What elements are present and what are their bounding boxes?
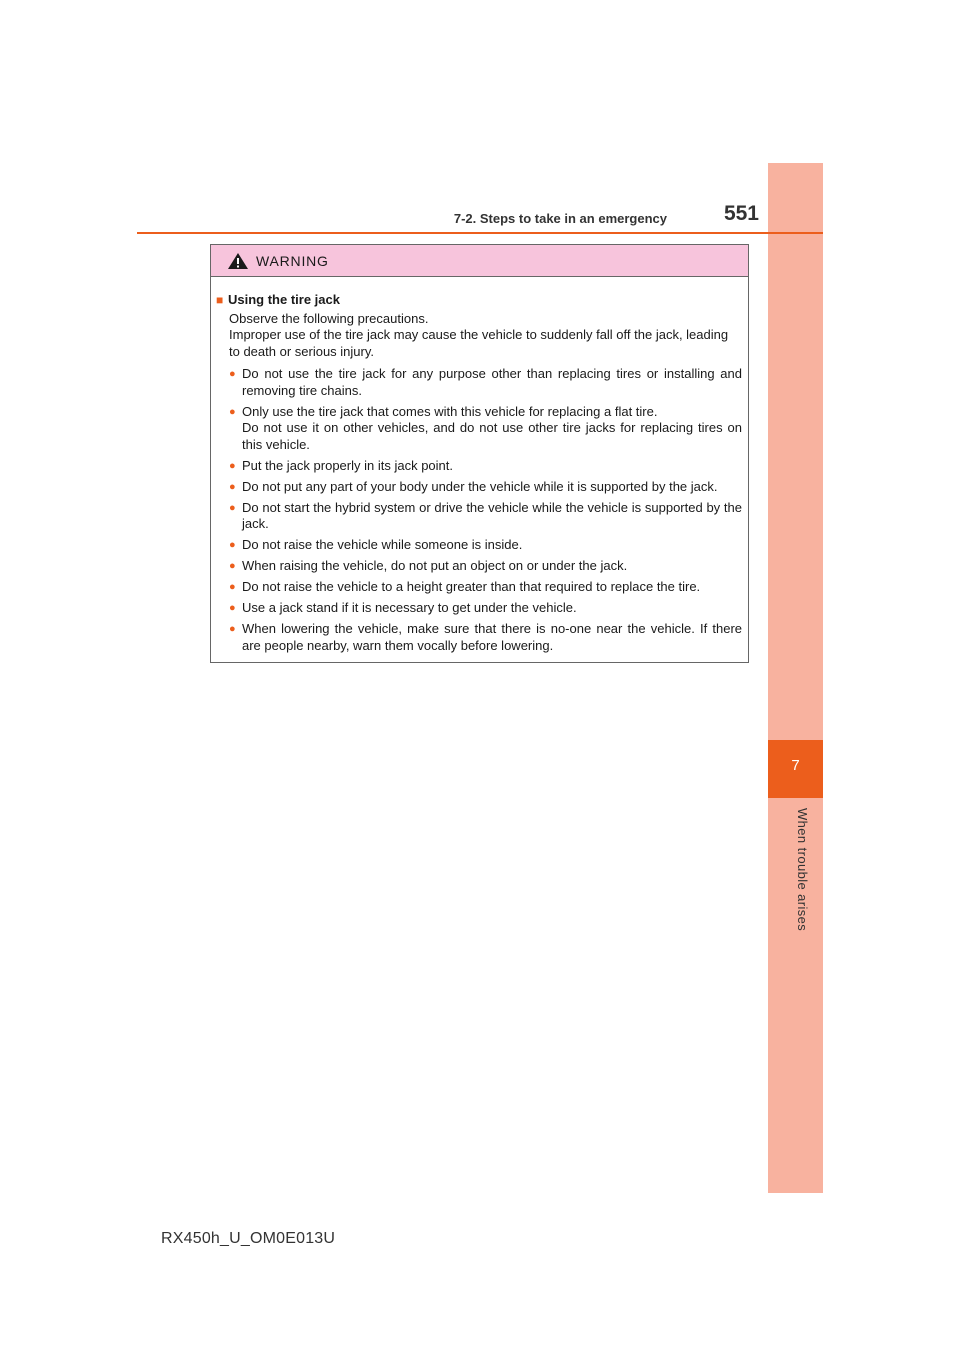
intro-line: Observe the following precautions.	[229, 310, 429, 326]
list-item	[229, 404, 742, 454]
topic-title: Using the tire jack	[228, 292, 340, 307]
bullet-dot-icon: ●	[229, 368, 236, 380]
chapter-title: When trouble arises	[795, 808, 810, 932]
chapter-number: 7	[768, 740, 823, 798]
bullet-dot-icon: ●	[229, 480, 236, 493]
list-item-text: Do not put any part of your body under the vehicle while it is supported by the jack.	[242, 478, 718, 494]
header-divider	[137, 232, 823, 234]
list-item-text: Do not raise the vehicle to a height greater than that required to replace the tire.	[242, 579, 701, 594]
warning-triangle-icon	[227, 252, 249, 270]
intro-line: Improper use of the tire jack may cause the vehicle to suddenly fall off the jack, leading to death or serious injury.	[229, 327, 729, 359]
bullet-dot-icon: ●	[229, 581, 236, 593]
list-item	[229, 621, 742, 654]
bullet-dot-icon: ●	[229, 459, 236, 472]
list-item	[229, 500, 742, 533]
list-item	[229, 458, 742, 475]
chapter-side-tab	[768, 163, 823, 1193]
bullet-dot-icon: ●	[229, 405, 236, 418]
list-item-text: Use a jack stand if it is necessary to get under the vehicle.	[242, 600, 577, 615]
list-item	[229, 558, 742, 575]
bullet-dot-icon: ●	[229, 602, 236, 614]
topic-heading	[216, 292, 742, 309]
page-number: 551	[723, 202, 759, 225]
list-item	[229, 479, 742, 496]
warning-box	[210, 244, 749, 663]
list-item	[229, 579, 742, 596]
list-item-text: Do not raise the vehicle while someone is inside.	[242, 537, 523, 552]
bullet-dot-icon: ●	[229, 560, 236, 572]
section-title: 7-2. Steps to take in an emergency	[453, 211, 667, 226]
bullet-dot-icon: ●	[229, 623, 236, 635]
precaution-list	[216, 366, 742, 654]
list-item-text: When raising the vehicle, do not put an object on or under the jack.	[242, 558, 628, 573]
list-item-text: Only use the tire jack that comes with this vehicle for replacing a flat tire.	[242, 403, 658, 419]
warning-header	[211, 245, 748, 277]
list-item-text: When lowering the vehicle, make sure that there is no-one near the vehicle. If there are people nearby, warn them vocally before lowering.	[242, 621, 742, 653]
list-item-text: Do not use the tire jack for any purpose other than replacing tires or installing and removing tire chains.	[242, 366, 742, 398]
warning-body	[211, 277, 748, 654]
list-item	[229, 537, 742, 554]
square-bullet-icon: ■	[216, 293, 224, 307]
warning-title: WARNING	[256, 252, 329, 269]
list-item-text: Do not use it on other vehicles, and do not use other tire jacks for replacing tires on this vehicle.	[242, 420, 742, 452]
list-item	[229, 366, 742, 399]
list-item-text: Put the jack properly in its jack point.	[242, 457, 453, 473]
list-item	[229, 600, 742, 617]
list-item-text: Do not start the hybrid system or drive the vehicle while the vehicle is supported by the jack.	[242, 499, 742, 531]
intro-text	[216, 311, 742, 361]
bullet-dot-icon: ●	[229, 501, 236, 514]
model-code: RX450h_U_OM0E013U	[161, 1230, 336, 1247]
bullet-dot-icon: ●	[229, 539, 236, 551]
